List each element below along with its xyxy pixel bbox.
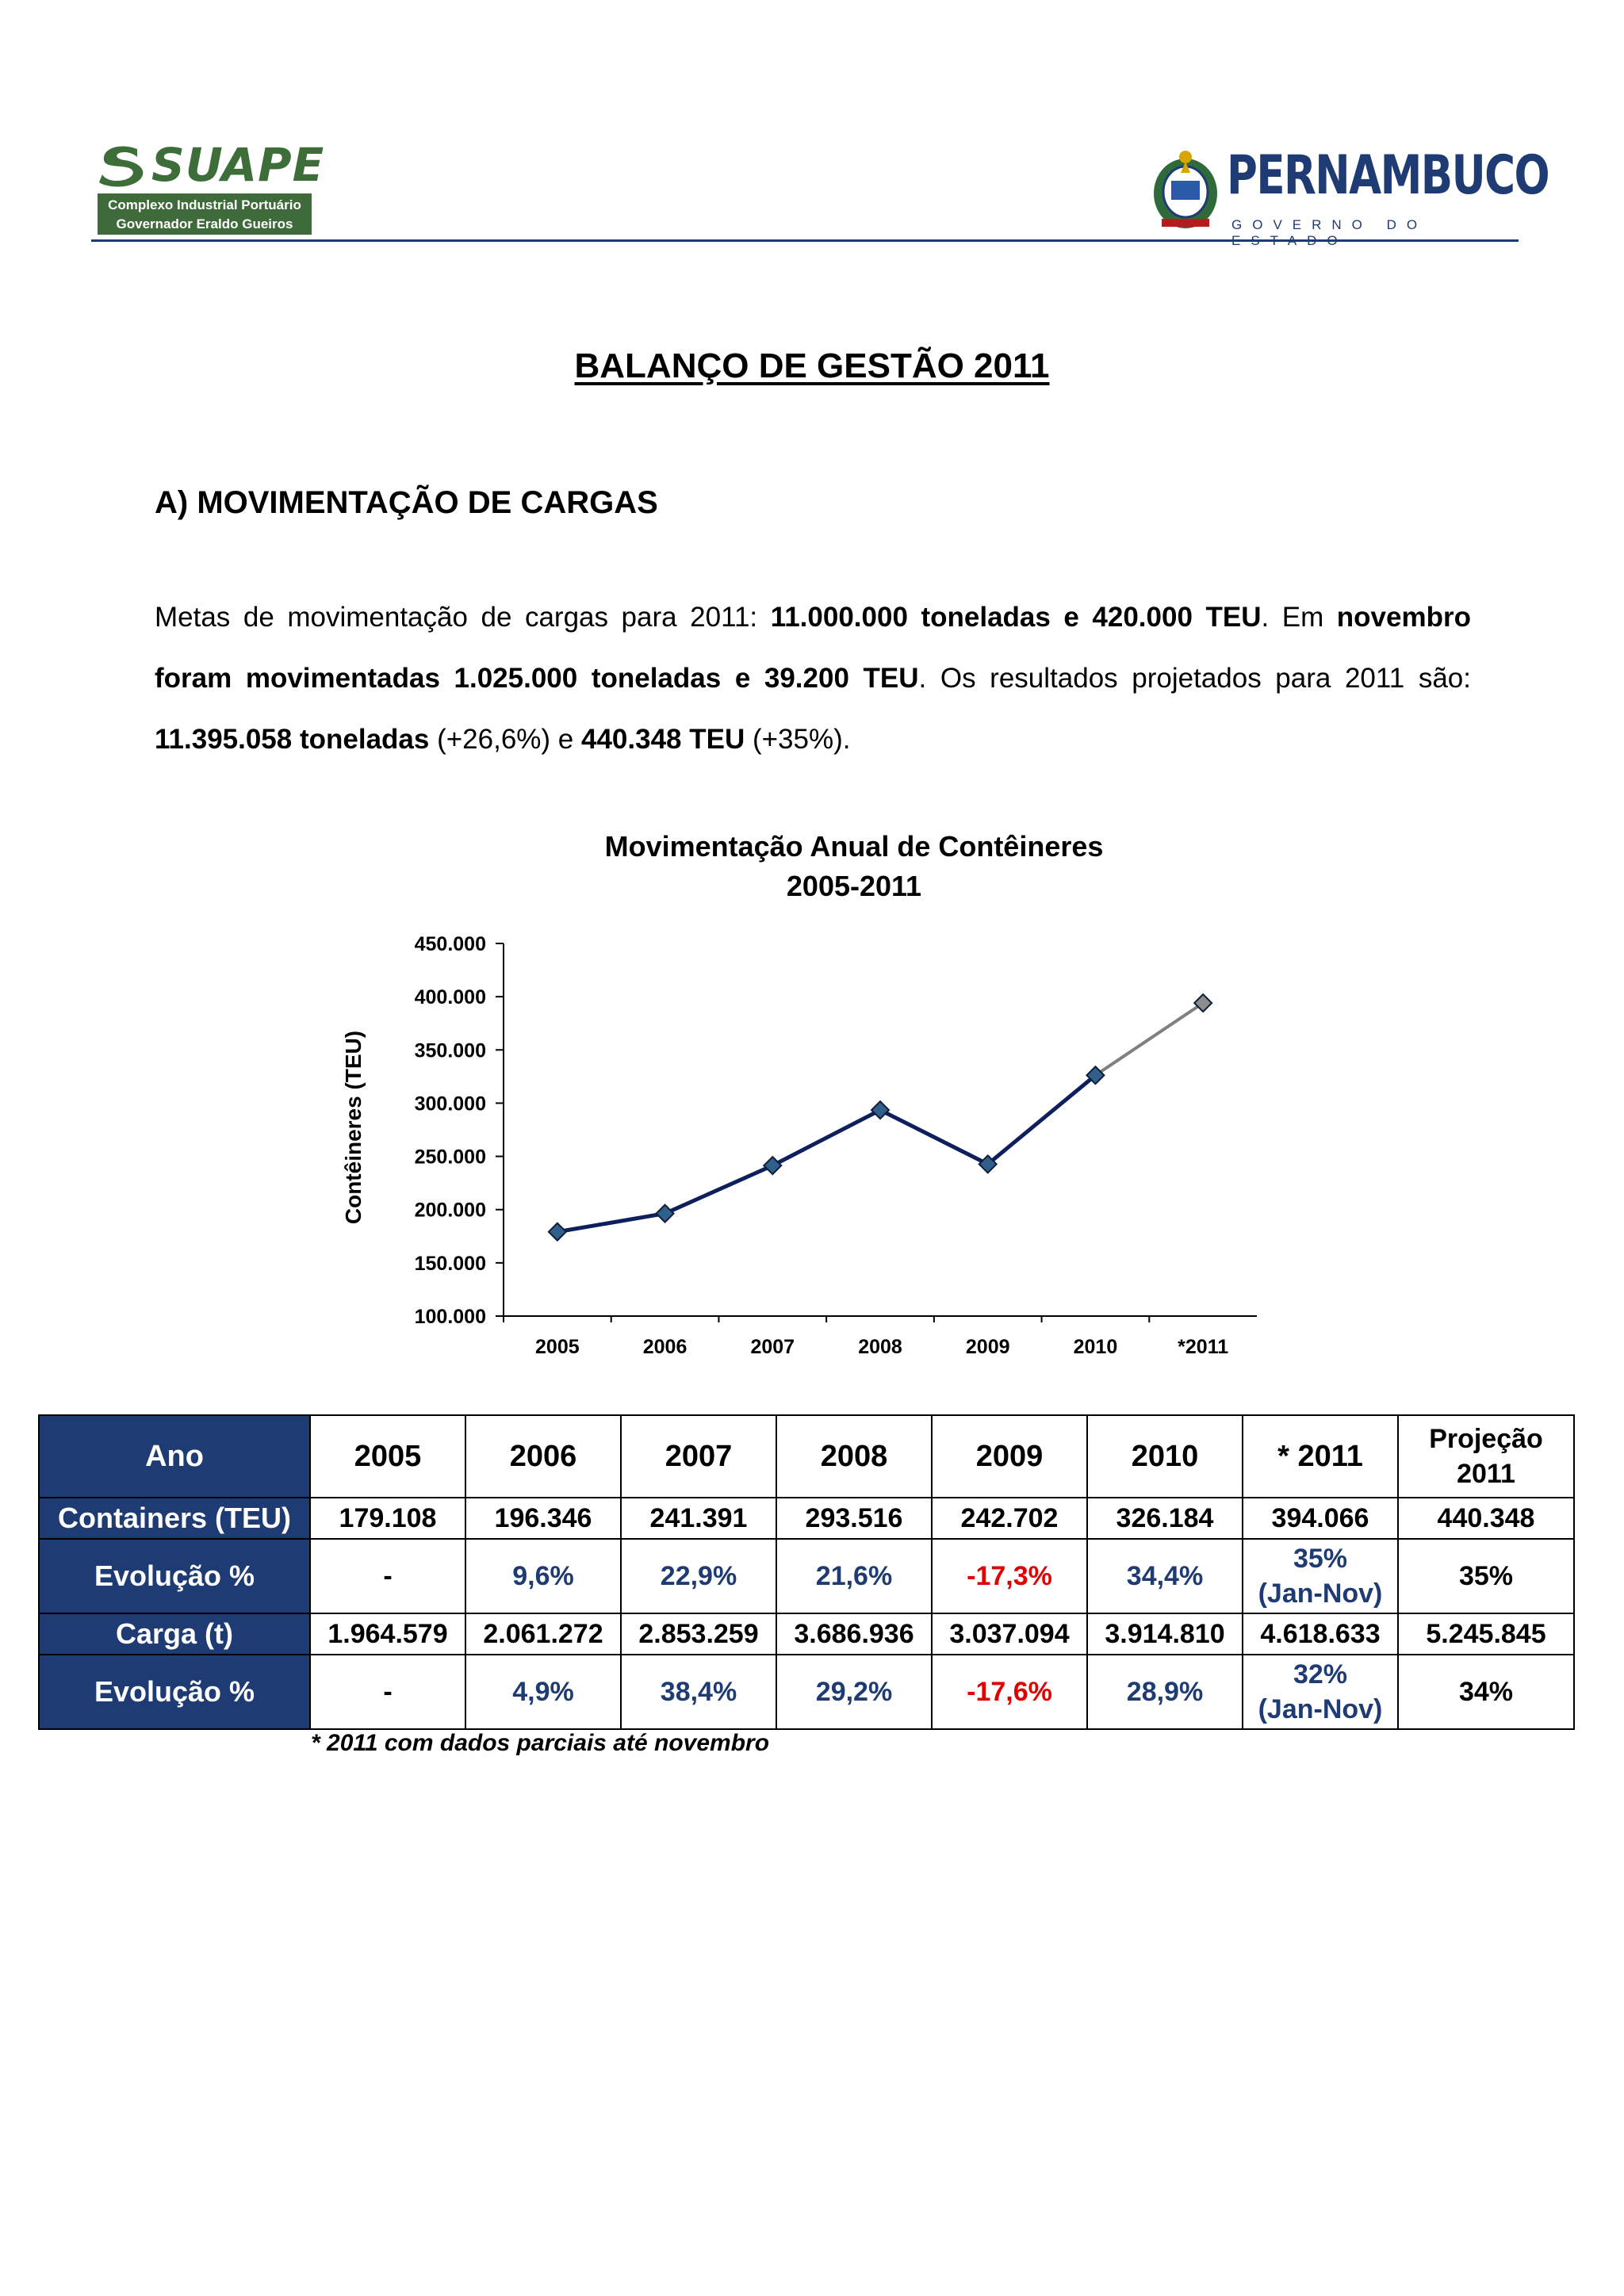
table-cell: 21,6% [776,1539,932,1613]
suape-swoosh-icon [98,141,148,189]
chart-axes [504,943,1257,1316]
document-title: BALANÇO DE GESTÃO 2011 [574,346,1050,385]
table-cell: - [310,1655,465,1729]
cargo-table [38,1414,1575,1730]
para-bold-3: 11.395.058 toneladas [155,724,430,755]
para-text-2: . Em [1261,602,1337,633]
table-cell: 394.066 [1243,1498,1398,1539]
y-tick-label: 300.000 [414,1093,486,1115]
x-tick-label: 2006 [642,1336,688,1358]
series-line [557,1075,1096,1232]
table-cell: 440.348 [1398,1498,1574,1539]
row-header-ano: Ano [39,1415,310,1498]
suape-logo [98,138,325,236]
header-divider [91,239,1519,242]
x-tick-label: 2009 [965,1336,1010,1358]
series-line [1095,1003,1203,1075]
table-cell: 293.516 [776,1498,932,1539]
chart-subtitle: 2005-2011 [786,870,922,902]
x-tick-label: 2005 [535,1336,580,1358]
year-cell: 2005 [310,1415,465,1498]
partial-note: (Jan-Nov) [1258,1694,1383,1724]
table-cell: 34,4% [1087,1539,1243,1613]
para-bold-2: novembro foram movimentadas 1.025.000 toneladas e 39.200 TEU [155,602,1471,694]
page-header [91,135,1549,242]
table-cell: 4.618.633 [1243,1613,1398,1655]
year-cell: 2007 [621,1415,776,1498]
table-row-carga [39,1613,1574,1655]
year-cell: 2006 [465,1415,621,1498]
table-cell: 3.686.936 [776,1613,932,1655]
chart-y-ticks [415,933,504,1328]
x-tick-label: *2011 [1178,1336,1229,1358]
chart-title: Movimentação Anual de Contêineres [604,830,1104,863]
x-tick-label: 2007 [750,1336,795,1358]
para-bold-1: 11.000.000 toneladas e 420.000 TEU [770,602,1262,633]
y-tick-label: 400.000 [414,986,486,1009]
table-cell: -17,3% [932,1539,1087,1613]
table-cell: 1.964.579 [310,1613,465,1655]
y-tick-label: 450.000 [414,933,486,955]
data-point-marker [871,1101,889,1119]
summary-paragraph [155,587,1471,770]
year-cell: 2008 [776,1415,932,1498]
state-crest-icon [1146,146,1225,233]
para-text-4: (+26,6%) e [429,724,581,755]
suape-line2: Governador Eraldo Gueiros [116,216,293,232]
para-bold-4: 440.348 TEU [580,724,745,755]
pernambuco-logo [1146,138,1549,241]
year-cell: 2009 [932,1415,1087,1498]
table-cell: 22,9% [621,1539,776,1613]
state-subtitle: GOVERNO DO [1231,217,1428,232]
table-header-row [39,1415,1574,1498]
table-cell: 4,9% [465,1655,621,1729]
table-cell: 196.346 [465,1498,621,1539]
projection-header-cell [1398,1415,1574,1498]
table-cell: 3.914.810 [1087,1613,1243,1655]
container-chart [301,825,1285,1380]
data-point-marker [1194,994,1212,1012]
table-cell: 326.184 [1087,1498,1243,1539]
chart-ylabel: Contêineres (TEU) [341,1030,366,1225]
partial-value: 35% [1293,1544,1348,1574]
chart-markers [549,994,1212,1241]
table-cell: 38,4% [621,1655,776,1729]
table-cell: 3.037.094 [932,1613,1087,1655]
projection-label: Projeção [1429,1424,1543,1454]
row-header-containers: Containers (TEU) [39,1498,310,1539]
year-cell: * 2011 [1243,1415,1398,1498]
partial-value: 32% [1293,1659,1348,1689]
data-point-marker [657,1205,674,1223]
year-cell: 2010 [1087,1415,1243,1498]
y-tick-label: 150.000 [414,1252,486,1275]
table-cell: 34% [1398,1655,1574,1729]
table-row-evol-carga [39,1655,1574,1729]
x-tick-label: 2010 [1073,1336,1118,1358]
table-row-containers [39,1498,1574,1539]
data-point-marker [764,1157,781,1174]
table-cell: 9,6% [465,1539,621,1613]
table-cell: 179.108 [310,1498,465,1539]
y-tick-label: 100.000 [414,1306,486,1328]
table-cell: 2.853.259 [621,1613,776,1655]
table-cell: 28,9% [1087,1655,1243,1729]
data-point-marker [549,1223,566,1241]
suape-wordmark [98,140,324,190]
state-name: PERNAMBUCO [1227,144,1549,207]
row-header-carga: Carga (t) [39,1613,310,1655]
table-footnote: * 2011 com dados parciais até novembro [311,1730,770,1756]
table-row-evol-containers [39,1539,1574,1613]
table-cell: 241.391 [621,1498,776,1539]
x-tick-label: 2008 [858,1336,902,1358]
suape-line1: Complexo Industrial Portuário [108,197,301,212]
table-cell: 2.061.272 [465,1613,621,1655]
section-title: A) MOVIMENTAÇÃO DE CARGAS [155,485,658,520]
table-cell: - [310,1539,465,1613]
y-tick-label: 200.000 [414,1199,486,1222]
partial-cell [1243,1539,1398,1613]
table-cell: 5.245.845 [1398,1613,1574,1655]
partial-cell [1243,1655,1398,1729]
row-header-evolucao: Evolução % [39,1539,310,1613]
y-tick-label: 350.000 [414,1039,486,1062]
projection-year: 2011 [1457,1459,1515,1489]
table-cell: 35% [1398,1539,1574,1613]
table-cell: -17,6% [932,1655,1087,1729]
partial-note: (Jan-Nov) [1258,1578,1383,1609]
y-tick-label: 250.000 [414,1146,486,1169]
row-header-evolucao: Evolução % [39,1655,310,1729]
para-text-5: (+35%). [745,724,851,755]
table-cell: 242.702 [932,1498,1087,1539]
suape-name: SUAPE [151,138,325,192]
chart-x-ticks [504,1316,1228,1358]
para-text-3: . Os resultados projetados para 2011 são: [918,663,1471,694]
suape-subtitle-box [98,193,312,235]
table-cell: 29,2% [776,1655,932,1729]
para-text-1: Metas de movimentação de cargas para 2011: [155,602,771,633]
